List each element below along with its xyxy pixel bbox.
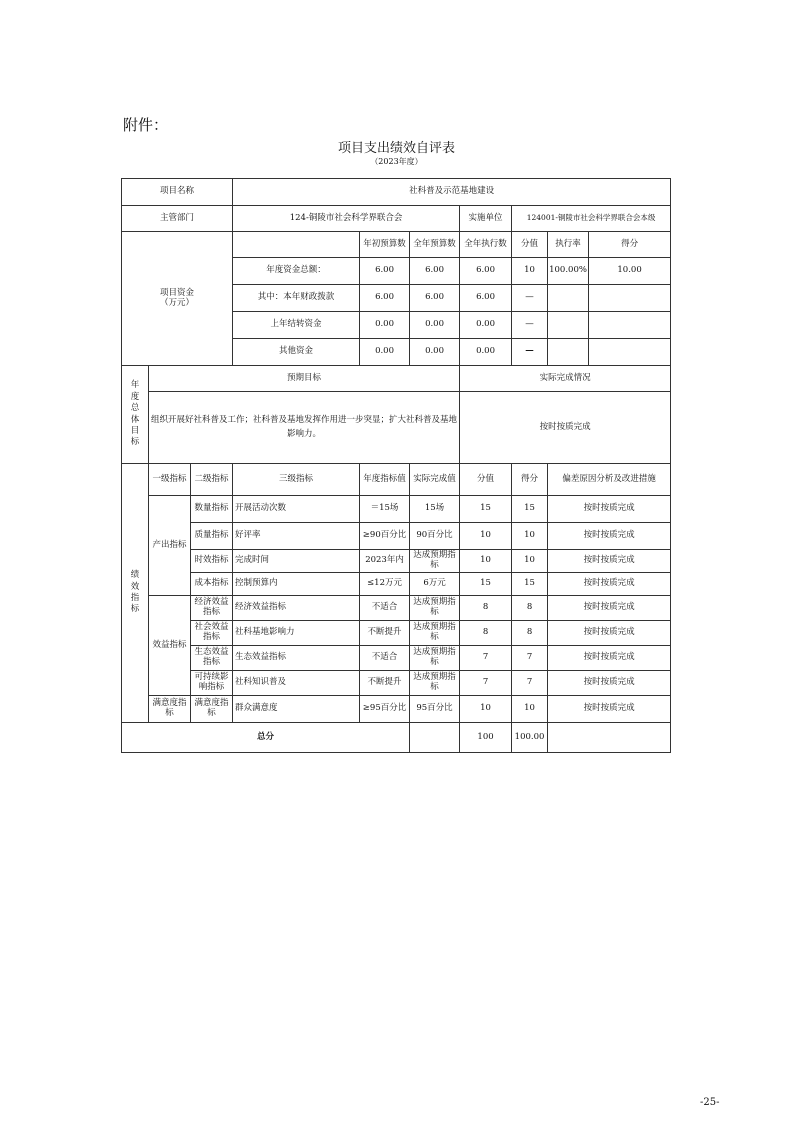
indicator-header-level2: 二级指标 [191, 464, 233, 496]
funds-header-value: 分值 [512, 232, 548, 258]
project-name-value: 社科普及示范基地建设 [233, 179, 671, 206]
total-label: 总分 [122, 723, 410, 753]
department-value: 124-铜陵市社会科学界联合会 [233, 206, 460, 232]
indicator-deviation: 按时按质完成 [548, 646, 671, 671]
indicator-level3: 生态效益指标 [233, 646, 360, 671]
indicator-actual: 6万元 [410, 573, 460, 596]
indicator-level3: 完成时间 [233, 550, 360, 573]
funds-row-annual: 0.00 [410, 339, 460, 366]
indicator-actual: 达成预期指标 [410, 550, 460, 573]
department-row [122, 206, 671, 232]
indicator-header-value: 分值 [460, 464, 512, 496]
indicator-level3: 经济效益指标 [233, 596, 360, 621]
funds-row-value: 10 [512, 258, 548, 285]
indicator-level3: 控制预算内 [233, 573, 360, 596]
funds-row-initial: 0.00 [360, 339, 410, 366]
project-name-label: 项目名称 [122, 179, 233, 206]
indicator-deviation: 按时按质完成 [548, 671, 671, 696]
implementing-unit-label: 实施单位 [460, 206, 512, 232]
performance-indicators-label [122, 464, 149, 723]
indicator-header-target: 年度指标值 [360, 464, 410, 496]
indicator-value: 8 [460, 621, 512, 646]
funds-row-rate: 100.00% [548, 258, 589, 285]
funds-label [122, 232, 233, 366]
indicator-target: ≤12万元 [360, 573, 410, 596]
indicator-row [122, 696, 671, 723]
funds-row-initial: 0.00 [360, 312, 410, 339]
funds-row-initial: 6.00 [360, 285, 410, 312]
indicator-header-actual: 实际完成值 [410, 464, 460, 496]
indicator-header-level3: 三级指标 [233, 464, 360, 496]
indicator-row [122, 671, 671, 696]
indicator-level3: 群众满意度 [233, 696, 360, 723]
indicator-score: 8 [512, 621, 548, 646]
indicator-level2: 生态效益指标 [191, 646, 233, 671]
indicator-level3: 好评率 [233, 523, 360, 550]
indicator-level2: 质量指标 [191, 523, 233, 550]
indicator-value: 15 [460, 496, 512, 523]
indicator-deviation: 按时按质完成 [548, 621, 671, 646]
funds-row-executed: 0.00 [460, 339, 512, 366]
funds-row-score: 10.00 [589, 258, 671, 285]
indicator-actual: 达成预期指标 [410, 646, 460, 671]
indicator-row [122, 496, 671, 523]
indicator-header-level1: 一级指标 [149, 464, 191, 496]
total-value: 100 [460, 723, 512, 753]
total-score: 100.00 [512, 723, 548, 753]
indicator-target: ≥90百分比 [360, 523, 410, 550]
funds-row-annual: 0.00 [410, 312, 460, 339]
performance-indicators-label-text: 绩 效 指 标 [130, 570, 140, 615]
project-name-row [122, 179, 671, 206]
indicator-score: 15 [512, 573, 548, 596]
indicator-level2: 社会效益指标 [191, 621, 233, 646]
funds-row-executed: 0.00 [460, 312, 512, 339]
funds-row-executed: 6.00 [460, 258, 512, 285]
indicator-deviation: 按时按质完成 [548, 696, 671, 723]
indicator-level2: 经济效益指标 [191, 596, 233, 621]
indicator-value: 15 [460, 573, 512, 596]
indicator-score: 7 [512, 671, 548, 696]
indicator-value: 8 [460, 596, 512, 621]
indicator-row [122, 550, 671, 573]
indicator-level3: 开展活动次数 [233, 496, 360, 523]
indicator-level3: 社科基地影响力 [233, 621, 360, 646]
funds-row-value: — [512, 339, 548, 366]
indicator-actual: 达成预期指标 [410, 621, 460, 646]
funds-header-blank [233, 232, 360, 258]
indicator-score: 10 [512, 523, 548, 550]
indicator-level2: 数量指标 [191, 496, 233, 523]
indicator-score: 8 [512, 596, 548, 621]
funds-row-score [589, 285, 671, 312]
actual-completion-header: 实际完成情况 [460, 366, 671, 392]
goals-content-row [122, 392, 671, 464]
indicator-actual: 95百分比 [410, 696, 460, 723]
indicator-value: 10 [460, 523, 512, 550]
annual-goals-label [122, 366, 149, 464]
indicator-score: 15 [512, 496, 548, 523]
document-title: 项目支出绩效自评表 [337, 141, 455, 156]
indicator-header-deviation: 偏差原因分析及改进措施 [548, 464, 671, 496]
indicator-score: 10 [512, 696, 548, 723]
funds-row-label: 其中：本年财政拨款 [233, 285, 360, 312]
funds-header-executed: 全年执行数 [460, 232, 512, 258]
actual-completion-text: 按时按质完成 [460, 392, 671, 464]
annual-goals-label-text: 年 度 总 体 目 标 [130, 380, 140, 448]
indicator-target: 2023年内 [360, 550, 410, 573]
satisfaction-indicators-label: 满意度指标 [149, 696, 191, 723]
expected-goals-header: 预期目标 [149, 366, 460, 392]
indicator-target: 不适合 [360, 596, 410, 621]
funds-row-label: 上年结转资金 [233, 312, 360, 339]
document-year: （2023年度） [370, 157, 423, 166]
indicator-header-row [122, 464, 671, 496]
funds-label-line2: （万元） [160, 297, 195, 308]
funds-header-score: 得分 [589, 232, 671, 258]
indicator-row [122, 596, 671, 621]
funds-row-rate [548, 285, 589, 312]
total-row [122, 723, 671, 753]
indicator-target: ＝15场 [360, 496, 410, 523]
indicator-target: ≥95百分比 [360, 696, 410, 723]
indicator-target: 不断提升 [360, 671, 410, 696]
attachment-label: 附件： [123, 116, 169, 134]
indicator-actual: 达成预期指标 [410, 596, 460, 621]
funds-header-row [122, 232, 671, 258]
indicator-header-score: 得分 [512, 464, 548, 496]
funds-row-value: — [512, 312, 548, 339]
page-number: -25- [700, 1097, 720, 1108]
funds-row-value: — [512, 285, 548, 312]
implementing-unit-value: 124001-铜陵市社会科学界联合会本级 [512, 206, 671, 232]
indicator-level3: 社科知识普及 [233, 671, 360, 696]
funds-row-rate [548, 339, 589, 366]
funds-row-initial: 6.00 [360, 258, 410, 285]
funds-label-line1: 项目资金 [160, 287, 195, 298]
department-label: 主管部门 [122, 206, 233, 232]
indicator-score: 10 [512, 550, 548, 573]
indicator-value: 10 [460, 696, 512, 723]
funds-row-score [589, 339, 671, 366]
output-indicators-label: 产出指标 [149, 496, 191, 596]
indicator-level2: 满意度指标 [191, 696, 233, 723]
indicator-row [122, 523, 671, 550]
funds-header-rate: 执行率 [548, 232, 589, 258]
indicator-value: 7 [460, 646, 512, 671]
indicator-level2: 时效指标 [191, 550, 233, 573]
funds-row-score [589, 312, 671, 339]
funds-header-initial: 年初预算数 [360, 232, 410, 258]
total-blank [410, 723, 460, 753]
indicator-deviation: 按时按质完成 [548, 573, 671, 596]
self-evaluation-table [121, 178, 671, 753]
funds-row-annual: 6.00 [410, 285, 460, 312]
funds-header-annual: 全年预算数 [410, 232, 460, 258]
indicator-row [122, 621, 671, 646]
funds-row-executed: 6.00 [460, 285, 512, 312]
indicator-deviation: 按时按质完成 [548, 523, 671, 550]
indicator-target: 不断提升 [360, 621, 410, 646]
indicator-actual: 达成预期指标 [410, 671, 460, 696]
goals-header-row [122, 366, 671, 392]
indicator-value: 10 [460, 550, 512, 573]
total-note-blank [548, 723, 671, 753]
benefit-indicators-label: 效益指标 [149, 596, 191, 696]
funds-row-rate [548, 312, 589, 339]
indicator-deviation: 按时按质完成 [548, 596, 671, 621]
indicator-actual: 15场 [410, 496, 460, 523]
indicator-row [122, 573, 671, 596]
funds-row-label: 其他资金 [233, 339, 360, 366]
indicator-actual: 90百分比 [410, 523, 460, 550]
funds-row-label: 年度资金总额： [233, 258, 360, 285]
indicator-value: 7 [460, 671, 512, 696]
indicator-deviation: 按时按质完成 [548, 496, 671, 523]
funds-row-annual: 6.00 [410, 258, 460, 285]
expected-goals-text: 组织开展好社科普及工作；社科普及基地发挥作用进一步突显；扩大社科普及基地影响力。 [149, 392, 460, 464]
indicator-level2: 成本指标 [191, 573, 233, 596]
indicator-deviation: 按时按质完成 [548, 550, 671, 573]
indicator-target: 不适合 [360, 646, 410, 671]
indicator-level2: 可持续影响指标 [191, 671, 233, 696]
indicator-score: 7 [512, 646, 548, 671]
indicator-row [122, 646, 671, 671]
